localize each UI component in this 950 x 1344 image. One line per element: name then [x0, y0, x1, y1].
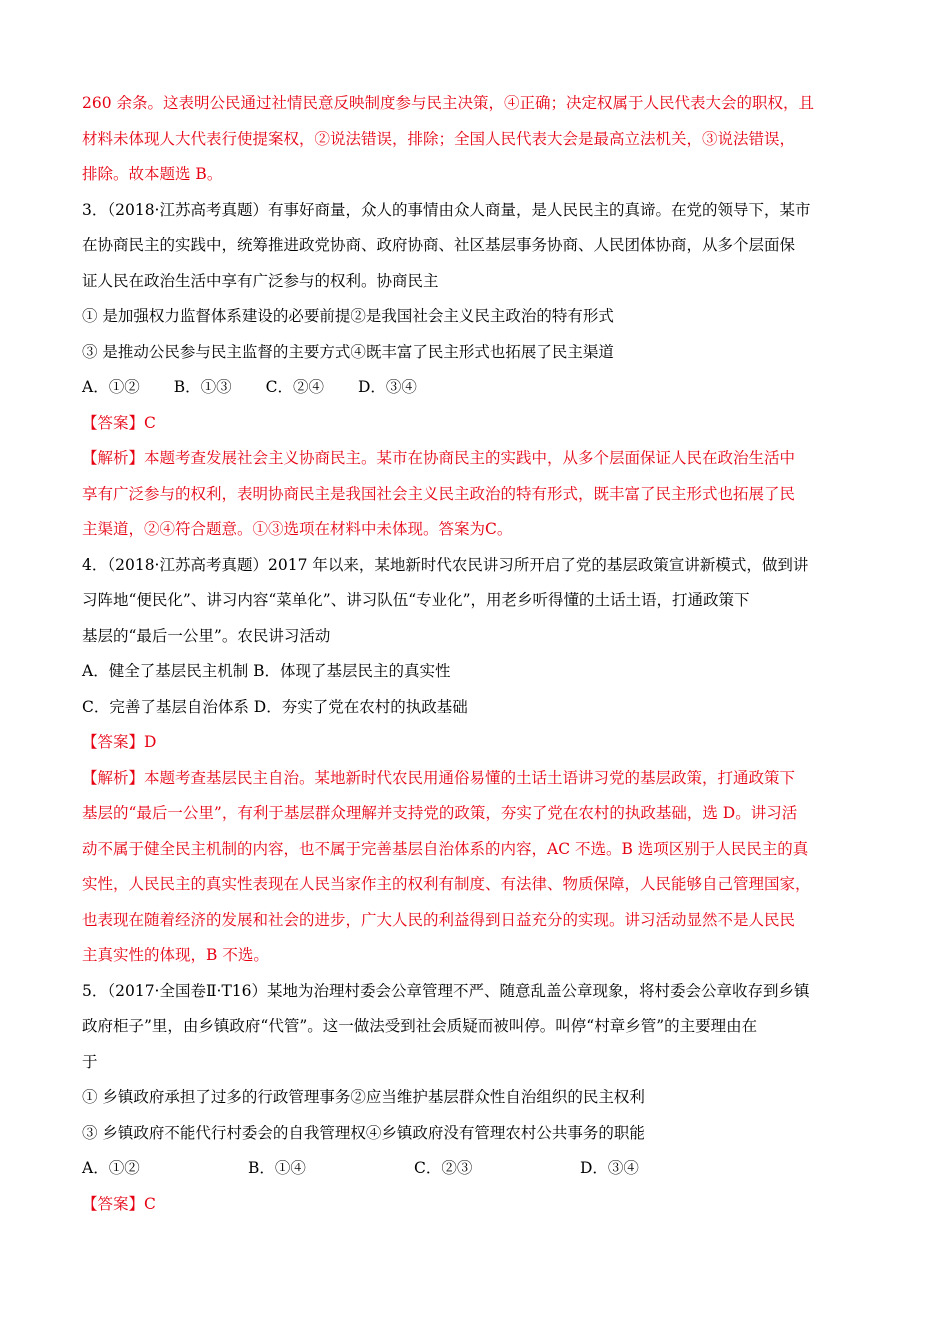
question-stem-line: 基层的“最后一公里”。农民讲习活动 — [82, 626, 331, 645]
explanation-line: 主真实性的体现，B 不选。 — [82, 946, 269, 964]
answer-label: 【答案】 — [82, 413, 145, 432]
question-stem-line: 于 — [82, 1052, 98, 1071]
option-b: B．①③ — [173, 378, 232, 396]
answer-line — [82, 406, 872, 442]
document-page — [82, 86, 872, 1222]
options-row — [82, 370, 872, 406]
explanation-line: 也表现在随着经济的发展和社会的进步，广大人民的利益得到日益充分的实现。讲习活动显然不是人民民 — [82, 910, 796, 929]
prev-explanation — [82, 86, 872, 193]
answer-label: 【答案】 — [82, 1194, 145, 1213]
statement-line: ① 是加强权力监督体系建设的必要前提②是我国社会主义民主政治的特有形式 — [82, 307, 614, 325]
question-stem-line: 3．（2018·江苏高考真题）有事好商量，众人的事情由众人商量，是人民民主的真谛。在党的领导下，某市 — [82, 200, 811, 219]
statement-line: ① 乡镇政府承担了过多的行政管理事务②应当维护基层群众性自治组织的民主权利 — [82, 1088, 645, 1106]
statement-line: ③ 乡镇政府不能代行村委会的自我管理权④乡镇政府没有管理农村公共事务的职能 — [82, 1123, 645, 1142]
explanation-line: 【解析】本题考查发展社会主义协商民主。某市在协商民主的实践中，从多个层面保证人民在政治生活中 — [82, 449, 796, 467]
statement-line: ③ 是推动公民参与民主监督的主要方式④既丰富了民主形式也拓展了民主渠道 — [82, 342, 614, 361]
option-c: C．②③ — [414, 1159, 473, 1177]
explanation-line: 享有广泛参与的权利，表明协商民主是我国社会主义民主政治的特有形式，既丰富了民主形式也拓展了民 — [82, 484, 796, 503]
question-4 — [82, 548, 872, 974]
option-a: A．①② — [82, 378, 140, 396]
question-stem-line: 政府柜子”里，由乡镇政府“代管”。这一做法受到社会质疑而被叫停。叫停“村章乡管”的主要理由在 — [82, 1017, 758, 1035]
explanation-line: 实性，人民民主的真实性表现在人民当家作主的权利有制度、有法律、物质保障，人民能够自己管理国家， — [82, 875, 811, 893]
option-c: C．②④ — [265, 378, 324, 396]
answer-value: C — [144, 413, 156, 432]
explanation-line: 主渠道，②④符合题意。①③选项在材料中未体现。答案为C。 — [82, 520, 513, 538]
answer-label: 【答案】 — [82, 733, 145, 751]
question-stem-line: 证人民在政治生活中享有广泛参与的权利。协商民主 — [82, 271, 439, 290]
answer-line — [82, 1187, 872, 1223]
option-d: D．③④ — [580, 1159, 639, 1177]
question-stem-line: 5．（2017·全国卷Ⅱ·T16）某地为治理村委会公章管理不严、随意乱盖公章现象，将村委会公章收存到乡镇 — [82, 981, 810, 1000]
options-row: A．健全了基层民主机制 B．体现了基层民主的真实性 — [82, 662, 451, 680]
option-a: A．①② — [82, 1159, 140, 1177]
explanation-line: 【解析】本题考查基层民主自治。某地新时代农民用通俗易懂的土话土语讲习党的基层政策，打通政策下 — [82, 768, 796, 787]
explanation-line: 排除。故本题选 B。 — [82, 165, 223, 183]
option-d: D．③④ — [357, 378, 417, 396]
question-5 — [82, 974, 872, 1223]
explanation-line: 动不属于健全民主机制的内容，也不属于完善基层自治体系的内容，AC 不选。B 选项区别于人民民主的真 — [82, 839, 809, 858]
question-stem-line: 在协商民主的实践中，统筹推进政党协商、政府协商、社区基层事务协商、人民团体协商，从多个层面保 — [82, 236, 796, 254]
explanation-line: 材料未体现人大代表行使提案权，②说法错误，排除；全国人民代表大会是最高立法机关，③说法错误， — [82, 129, 796, 148]
explanation-line: 260 余条。这表明公民通过社情民意反映制度参与民主决策，④正确；决定权属于人民代表大会的职权，且 — [82, 94, 815, 112]
explanation-line: 基层的“最后一公里”，有利于基层群众理解并支持党的政策，夯实了党在农村的执政基础，选 D。讲习活 — [82, 804, 798, 822]
options-row: C．完善了基层自治体系 D．夯实了党在农村的执政基础 — [82, 697, 468, 716]
question-stem-line: 习阵地“便民化”、讲习内容“菜单化”、讲习队伍“专业化”，用老乡听得懂的土话土语，打通政策下 — [82, 591, 750, 609]
question-stem-line: 4．（2018·江苏高考真题）2017 年以来，某地新时代农民讲习所开启了党的基层政策宣讲新模式，做到讲 — [82, 555, 809, 574]
option-b: B．①④ — [248, 1159, 306, 1177]
answer-value: D — [144, 733, 157, 751]
options-row — [82, 1151, 872, 1187]
answer-line — [82, 725, 872, 761]
answer-value: C — [144, 1194, 156, 1213]
question-3 — [82, 193, 872, 548]
